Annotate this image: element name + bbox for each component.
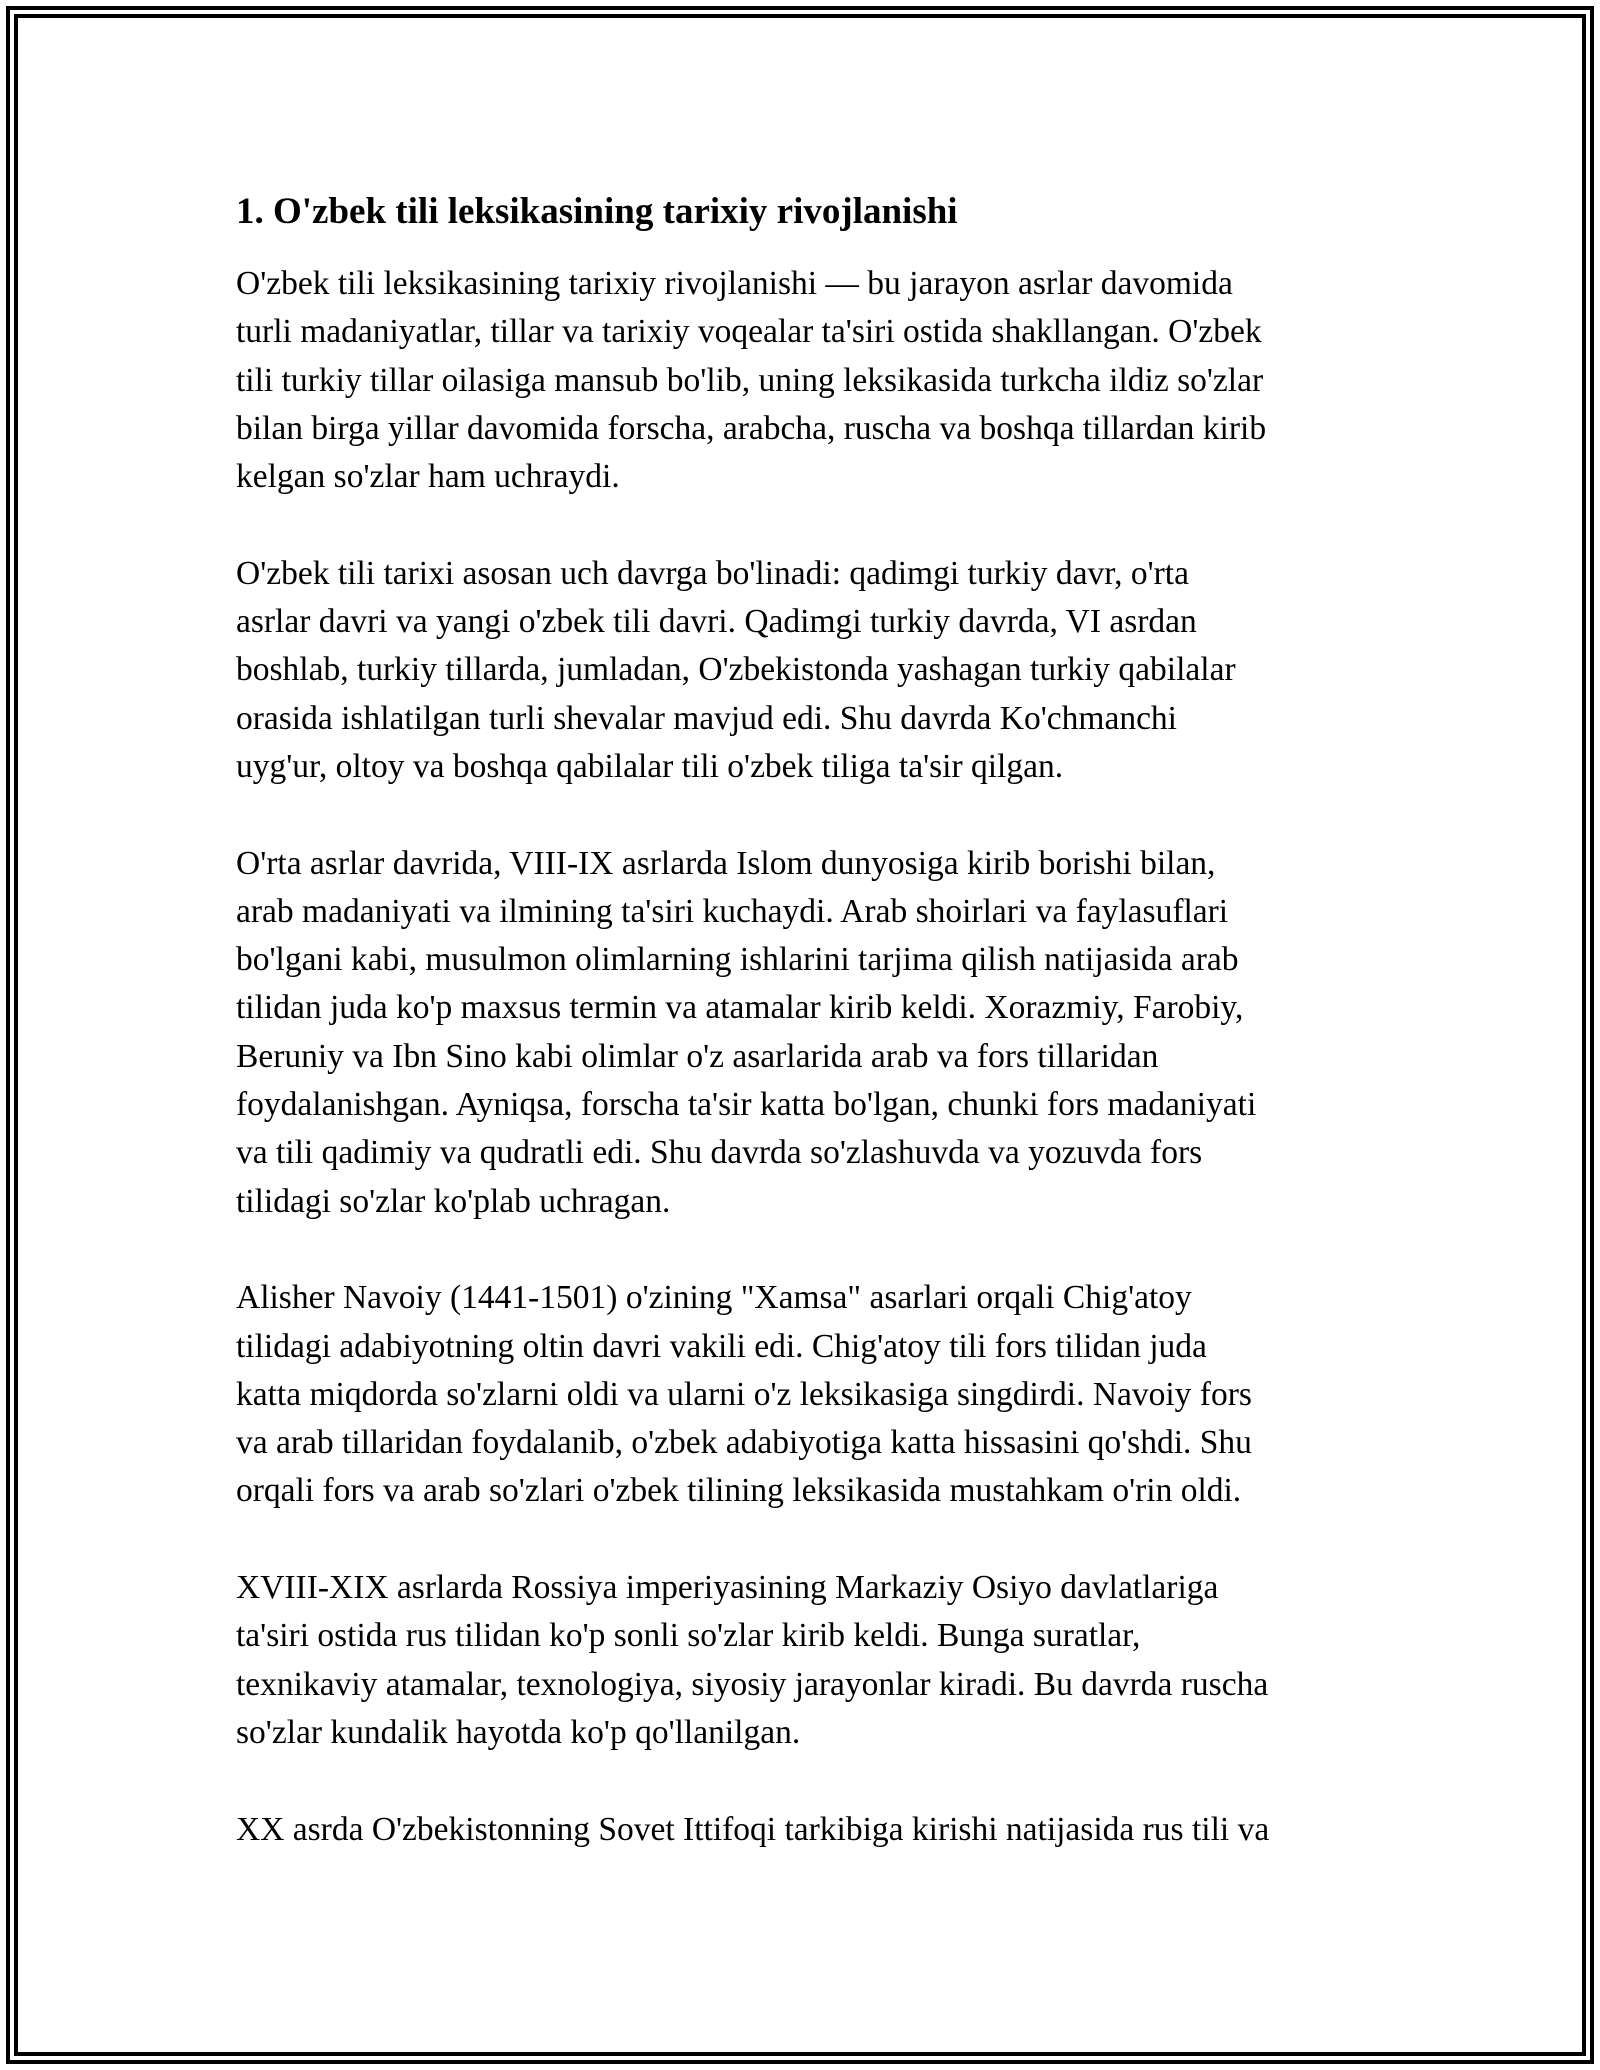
paragraph-line: so'zlar kundalik hayotda ko'p qo'llanilgan. bbox=[236, 1713, 801, 1751]
paragraph-line: asrlar davri va yangi o'zbek tili davri. Qadimgi turkiy davrda, VI asrdan bbox=[236, 603, 1197, 641]
paragraph-line: O'zbek tili leksikasining tarixiy rivojlanishi — bu jarayon asrlar davomida bbox=[236, 265, 1233, 302]
paragraph-line: va arab tillaridan foydalanib, o'zbek adabiyotiga katta hissasini qo'shdi. Shu bbox=[236, 1424, 1252, 1462]
paragraph-twentieth-century bbox=[236, 1806, 1376, 1854]
page-title: 1. O'zbek tili leksikasining tarixiy rivojlanishi bbox=[236, 191, 958, 232]
paragraph-line: va tili qadimiy va qudratli edi. Shu davrda so'zlashuvda va yozuvda fors bbox=[236, 1134, 1203, 1172]
paragraph-line: bilan birga yillar davomida forscha, arabcha, ruscha va boshqa tillardan kirib bbox=[236, 409, 1267, 447]
paragraph-line: tilidagi adabiyotning oltin davri vakili edi. Chig'atoy tili fors tilidan juda bbox=[236, 1327, 1207, 1365]
paragraph-line: ta'siri ostida rus tilidan ko'p sonli so'zlar kirib keldi. Bunga suratlar, bbox=[236, 1617, 1141, 1655]
paragraph-line: Alisher Navoiy (1441-1501) o'zining "Xamsa" asarlari orqali Chig'atoy bbox=[236, 1279, 1192, 1317]
paragraph-line: tili turkiy tillar oilasiga mansub bo'lib, uning leksikasida turkcha ildiz so'zlar bbox=[236, 361, 1264, 399]
paragraph-line: tilidagi so'zlar ko'plab uchragan. bbox=[236, 1182, 671, 1220]
paragraph-line: kelgan so'zlar ham uchraydi. bbox=[236, 458, 620, 496]
paragraph-line: O'zbek tili tarixi asosan uch davrga bo'linadi: qadimgi turkiy davr, o'rta bbox=[236, 554, 1189, 592]
paragraph-line: bo'lgani kabi, musulmon olimlarning ishlarini tarjima qilish natijasida arab bbox=[236, 941, 1239, 979]
paragraph-line: foydalanishgan. Ayniqsa, forscha ta'sir katta bo'lgan, chunki fors madaniyati bbox=[236, 1086, 1257, 1124]
paragraph-navoiy bbox=[236, 1274, 1376, 1515]
paragraph-line: XX asrda O'zbekistonning Sovet Ittifoqi tarkibiga kirishi natijasida rus tili va bbox=[236, 1810, 1270, 1848]
paragraph-line: katta miqdorda so'zlarni oldi va ularni o'z leksikasiga singdirdi. Navoiy fors bbox=[236, 1375, 1252, 1413]
paragraph-line: XVIII-XIX asrlarda Rossiya imperiyasining Markaziy Osiyo davlatlariga bbox=[236, 1569, 1219, 1607]
paragraph-middle-ages bbox=[236, 840, 1376, 1226]
paragraph-line: tilidan juda ko'p maxsus termin va atamalar kirib keldi. Xorazmiy, Farobiy, bbox=[236, 989, 1244, 1027]
paragraph-line: O'rta asrlar davrida, VIII-IX asrlarda Islom dunyosiga kirib borishi bilan, bbox=[236, 844, 1216, 882]
paragraph-line: arab madaniyati va ilmining ta'siri kuchaydi. Arab shoirlari va faylasuflari bbox=[236, 892, 1229, 930]
paragraph-line: uyg'ur, oltoy va boshqa qabilalar tili o'zbek tiliga ta'sir qilgan. bbox=[236, 747, 1064, 785]
paragraph-line: turli madaniyatlar, tillar va tarixiy voqealar ta'siri ostida shakllangan. O'zbek bbox=[236, 313, 1262, 351]
paragraph-line: texnikaviy atamalar, texnologiya, siyosiy jarayonlar kiradi. Bu davrda ruscha bbox=[236, 1665, 1269, 1703]
paragraph-line: orqali fors va arab so'zlari o'zbek tilining leksikasida mustahkam o'rin oldi. bbox=[236, 1472, 1242, 1510]
paragraph-line: Beruniy va Ibn Sino kabi olimlar o'z asarlarida arab va fors tillaridan bbox=[236, 1037, 1159, 1075]
paragraph-intro bbox=[236, 260, 1376, 501]
paragraph-line: orasida ishlatilgan turli shevalar mavjud edi. Shu davrda Ko'chmanchi bbox=[236, 699, 1177, 737]
paragraph-line: boshlab, turkiy tillarda, jumladan, O'zbekistonda yashagan turkiy qabilalar bbox=[236, 651, 1236, 689]
paragraph-periods bbox=[236, 550, 1376, 791]
document-body bbox=[236, 188, 1376, 1902]
paragraph-russian-influence bbox=[236, 1564, 1376, 1757]
